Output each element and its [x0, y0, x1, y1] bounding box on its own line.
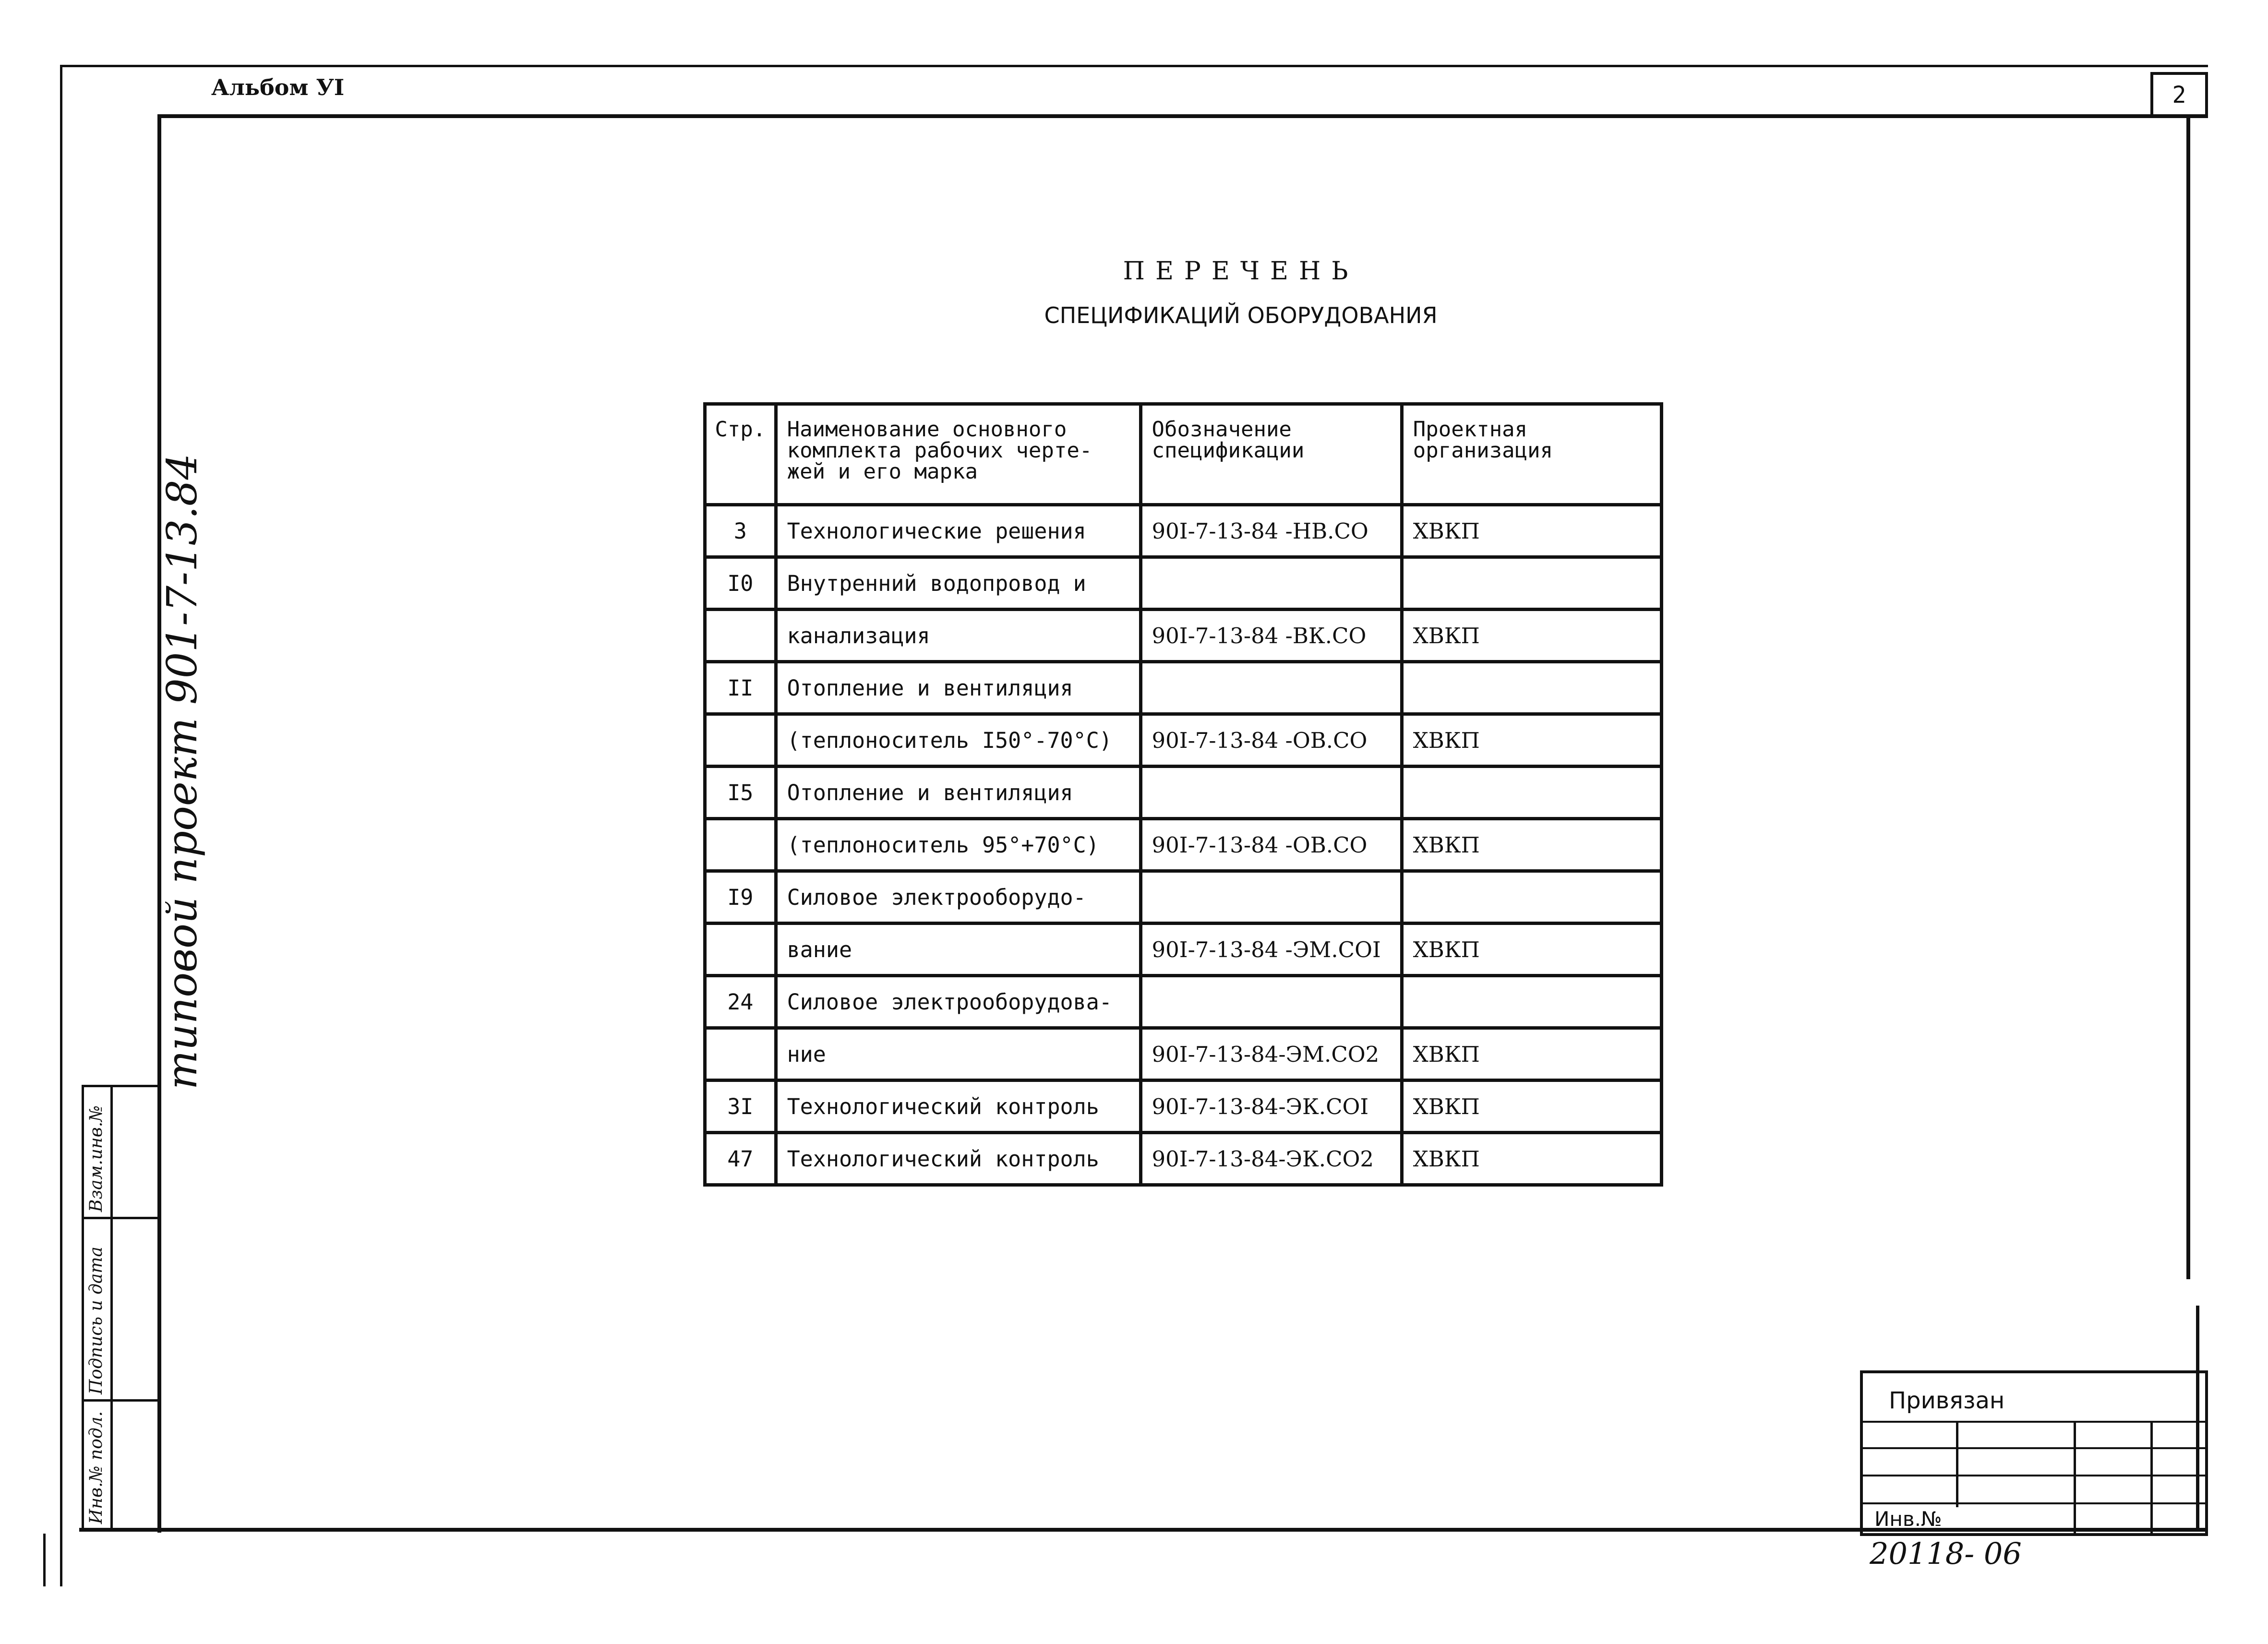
row-name: Силовое электрооборудо-	[776, 871, 1140, 924]
row-org: ХВКП	[1402, 610, 1661, 662]
side-stamp-sep2	[82, 1399, 158, 1402]
side-stamp-top	[82, 1085, 158, 1087]
row-org: ХВКП	[1402, 1133, 1661, 1185]
table-row	[705, 924, 1662, 976]
stamp-inv-label: Инв.№	[1874, 1507, 1942, 1531]
side-stamp-border-left	[82, 1085, 84, 1531]
row-code	[1140, 976, 1402, 1028]
stamp-hline-2	[1860, 1447, 2208, 1449]
stamp-hline-4	[1860, 1502, 2208, 1504]
row-page	[705, 819, 776, 871]
row-name: (теплоноситель I50°-70°C)	[776, 714, 1140, 767]
row-name: Технологический контроль	[776, 1080, 1140, 1133]
header-org: Проектная организация	[1402, 404, 1661, 505]
row-code: 90I-7-13-84-ЭК.СО2	[1140, 1133, 1402, 1185]
row-org	[1402, 767, 1661, 819]
row-code: 90I-7-13-84 -НВ.СО	[1140, 505, 1402, 557]
document-subtitle: СПЕЦИФИКАЦИЙ ОБОРУДОВАНИЯ	[1044, 302, 1438, 328]
row-name: вание	[776, 924, 1140, 976]
table-header-row	[705, 404, 1662, 505]
stamp-inv-number: 20118- 06	[1870, 1536, 2022, 1571]
row-name: Технологические решения	[776, 505, 1140, 557]
row-page: I0	[705, 557, 776, 610]
row-org: ХВКП	[1402, 714, 1661, 767]
stamp-vline-1	[1956, 1421, 1958, 1507]
table-row	[705, 610, 1662, 662]
row-page	[705, 714, 776, 767]
row-org: ХВКП	[1402, 1080, 1661, 1133]
row-page: 3I	[705, 1080, 776, 1133]
outer-frame-top	[60, 65, 2208, 67]
row-page: 3	[705, 505, 776, 557]
row-code	[1140, 557, 1402, 610]
table-row	[705, 871, 1662, 924]
sheet-number: 2	[2150, 72, 2208, 118]
row-name: Отопление и вентиляция	[776, 662, 1140, 714]
inner-frame-right	[2186, 118, 2190, 1279]
stamp-hline-3	[1860, 1475, 2208, 1476]
row-page: 24	[705, 976, 776, 1028]
row-page: II	[705, 662, 776, 714]
document-title: ПЕРЕЧЕНЬ	[1123, 257, 1359, 286]
row-code: 90I-7-13-84-ЭМ.СО2	[1140, 1028, 1402, 1080]
spec-table	[703, 402, 1663, 1187]
header-page: Стр.	[705, 404, 776, 505]
row-code: 90I-7-13-84-ЭК.СОI	[1140, 1080, 1402, 1133]
row-name: ние	[776, 1028, 1140, 1080]
header-code: Обозначение спецификации	[1140, 404, 1402, 505]
stamp-hline-1	[1860, 1421, 2208, 1423]
stamp-bound-label: Привязан	[1889, 1387, 2005, 1414]
table-row	[705, 1080, 1662, 1133]
row-org	[1402, 871, 1661, 924]
table-row	[705, 505, 1662, 557]
row-org: ХВКП	[1402, 1028, 1661, 1080]
row-name: (теплоноситель 95°+70°C)	[776, 819, 1140, 871]
row-name: Внутренний водопровод и	[776, 557, 1140, 610]
table-row	[705, 1133, 1662, 1185]
row-code: 90I-7-13-84 -ВК.СО	[1140, 610, 1402, 662]
table-row	[705, 714, 1662, 767]
stamp-vline-3	[2150, 1421, 2153, 1534]
row-page: I5	[705, 767, 776, 819]
row-name: Силовое электрооборудова-	[776, 976, 1140, 1028]
row-org: ХВКП	[1402, 505, 1661, 557]
side-project-number: типовой проект 901-7-13.84	[158, 453, 206, 1090]
side-stamp-divider	[110, 1085, 113, 1531]
outer-frame-left	[60, 65, 62, 1586]
table-row	[705, 819, 1662, 871]
row-code: 90I-7-13-84 -ОВ.СО	[1140, 714, 1402, 767]
row-page: I9	[705, 871, 776, 924]
row-name: Технологический контроль	[776, 1133, 1140, 1185]
row-page	[705, 924, 776, 976]
label-inv-replace: Взам.инв.№	[86, 1105, 106, 1212]
inner-frame-top	[158, 114, 2208, 118]
table-row	[705, 557, 1662, 610]
outer-frame-bottom-left	[43, 1534, 46, 1586]
table-row	[705, 1028, 1662, 1080]
row-org	[1402, 557, 1661, 610]
table-row	[705, 976, 1662, 1028]
label-signature-date: Подпись и дата	[86, 1247, 106, 1394]
row-code	[1140, 767, 1402, 819]
row-name: Отопление и вентиляция	[776, 767, 1140, 819]
stamp-vline-2	[2074, 1421, 2076, 1534]
row-code: 90I-7-13-84 -ЭМ.СОI	[1140, 924, 1402, 976]
table-row	[705, 662, 1662, 714]
header-name: Наименование основного комплекта рабочих черте- жей и его марка	[776, 404, 1140, 505]
row-org	[1402, 976, 1661, 1028]
row-org: ХВКП	[1402, 819, 1661, 871]
side-stamp-sep1	[82, 1217, 158, 1219]
row-name: канализация	[776, 610, 1140, 662]
row-org: ХВКП	[1402, 924, 1661, 976]
row-page	[705, 610, 776, 662]
row-code	[1140, 871, 1402, 924]
row-code: 90I-7-13-84 -ОВ.СО	[1140, 819, 1402, 871]
album-label: Альбом УI	[211, 74, 345, 100]
label-inv-subscript: Инв.№ подл.	[86, 1411, 106, 1524]
row-code	[1140, 662, 1402, 714]
row-page	[705, 1028, 776, 1080]
row-page: 47	[705, 1133, 776, 1185]
table-row	[705, 767, 1662, 819]
row-org	[1402, 662, 1661, 714]
